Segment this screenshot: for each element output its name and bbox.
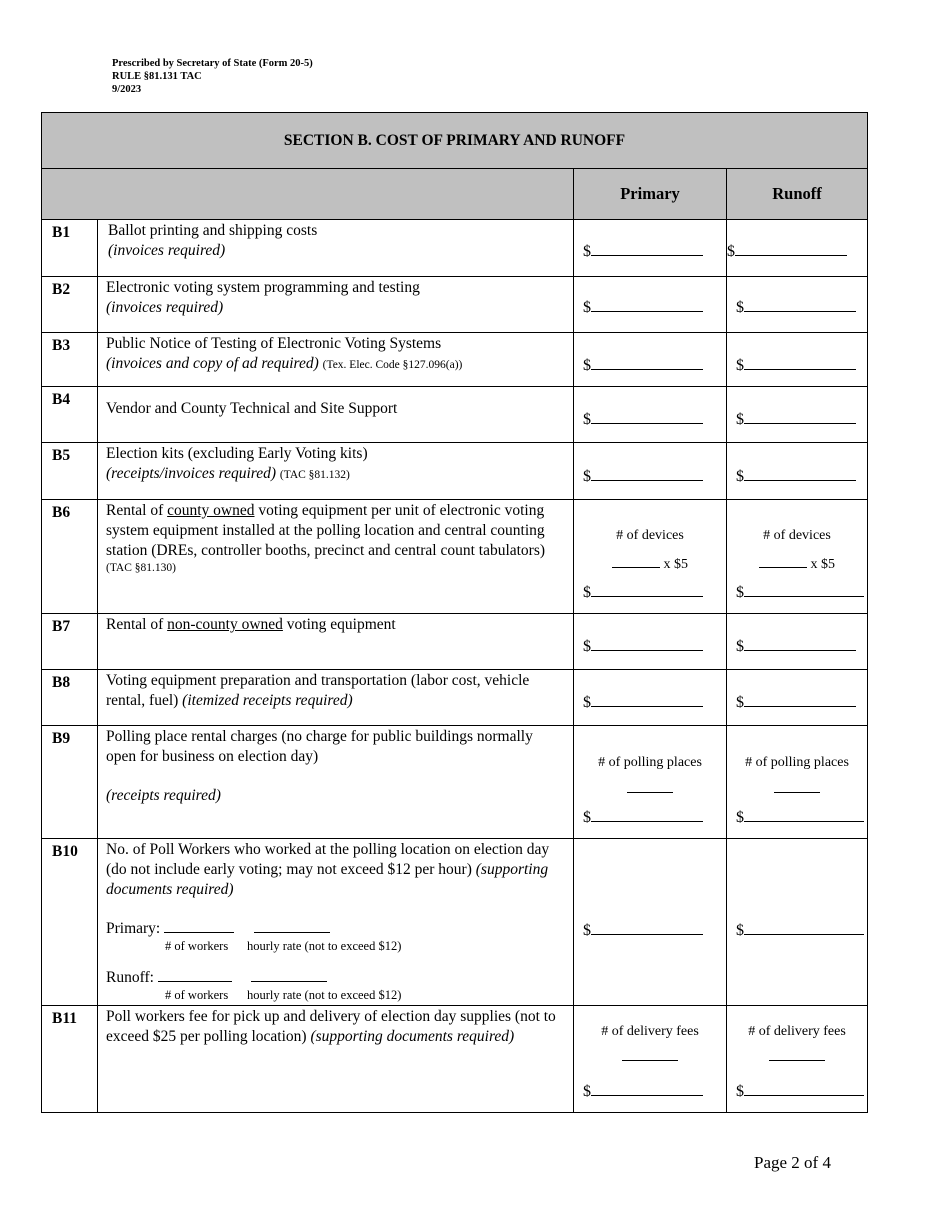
row-code: B11 (42, 1006, 98, 1113)
dollar-sign: $ (736, 299, 744, 316)
description-text: Electronic voting system programming and testing (106, 279, 420, 296)
description-text: Voting equipment preparation and transportation (labor cost, vehicle rental, fuel) (106, 672, 530, 709)
runoff-amount-field[interactable] (744, 919, 864, 935)
primary-amount-cell (574, 220, 727, 277)
description-text: Vendor and County Technical and Site Support (106, 400, 398, 417)
form-header (112, 57, 313, 96)
dollar-sign: $ (583, 809, 591, 826)
runoff-amount-field[interactable] (744, 354, 856, 370)
runoff-amount-field[interactable] (735, 240, 847, 256)
dollar-sign: $ (736, 411, 744, 428)
runoff-polling-places-field[interactable] (774, 778, 820, 793)
runoff-amount-field[interactable] (744, 465, 856, 481)
primary-amount-field[interactable] (591, 919, 703, 935)
primary-amount-cell (574, 500, 727, 614)
delivery-fees-label: # of delivery fees (601, 1024, 699, 1039)
required-note: (receipts/invoices required) (106, 465, 277, 482)
primary-polling-places-field[interactable] (627, 778, 673, 793)
primary-amount-cell (574, 443, 727, 500)
polling-places-label: # of polling places (598, 755, 702, 770)
hourly-rate-caption: hourly rate (not to exceed $12) (246, 939, 402, 953)
row-b5 (42, 443, 868, 500)
runoff-amount-cell (727, 333, 868, 387)
dollar-sign: $ (583, 638, 591, 655)
row-code: B4 (42, 387, 98, 443)
runoff-hourly-rate-field[interactable] (251, 967, 327, 982)
row-code: B2 (42, 277, 98, 333)
workers-caption: # of workers (165, 988, 229, 1002)
runoff-devices-field[interactable] (759, 553, 807, 568)
page-number: Page 2 of 4 (754, 1153, 831, 1172)
primary-amount-cell (574, 670, 727, 726)
description-text: Poll workers fee for pick up and delivery of election day supplies (not to exceed $25 per polling location) (106, 1008, 556, 1045)
runoff-amount-cell (727, 670, 868, 726)
primary-amount-cell (574, 333, 727, 387)
runoff-amount-field[interactable] (744, 1080, 864, 1096)
runoff-amount-field[interactable] (744, 581, 864, 597)
dollar-sign: $ (583, 922, 591, 939)
legal-reference: (TAC §81.130) (106, 562, 176, 574)
primary-devices-field[interactable] (612, 553, 660, 568)
required-note: (receipts required) (106, 787, 221, 804)
revision-date: 9/2023 (112, 84, 142, 95)
runoff-amount-field[interactable] (744, 691, 856, 707)
row-description (98, 387, 574, 443)
row-code: B1 (42, 220, 98, 277)
delivery-fees-label: # of delivery fees (748, 1024, 846, 1039)
row-b1 (42, 220, 868, 277)
row-code: B10 (42, 839, 98, 1006)
runoff-amount-field[interactable] (744, 635, 856, 651)
row-description (98, 277, 574, 333)
primary-workers-count-field[interactable] (164, 918, 234, 933)
required-note: (invoices required) (106, 299, 224, 316)
runoff-amount-cell (727, 443, 868, 500)
dollar-sign: $ (583, 584, 591, 601)
primary-workers-label: Primary: (106, 920, 161, 937)
dollar-sign: $ (736, 357, 744, 374)
row-description: Rental of county owned voting equipment per unit of electronic voting system equipment installed at the polling location and central counting station (DREs, controller booths, precinct and central count tabulators) (TAC §81.130) (98, 500, 574, 614)
prescribed-by-text: Prescribed by Secretary of State (Form 20-5) (112, 58, 313, 69)
row-code: B5 (42, 443, 98, 500)
primary-delivery-fees-field[interactable] (622, 1046, 678, 1061)
description-text: Polling place rental charges (no charge for public buildings normally open for business on election day) (106, 728, 533, 765)
primary-amount-cell (574, 387, 727, 443)
runoff-amount-cell (727, 1006, 868, 1113)
runoff-amount-cell (727, 277, 868, 333)
primary-amount-field[interactable] (591, 806, 703, 822)
column-header-blank (42, 169, 574, 220)
required-note: (supporting documents required) (106, 861, 549, 898)
primary-amount-cell (574, 839, 727, 1006)
legal-reference: (Tex. Elec. Code §127.096(a)) (322, 359, 463, 371)
runoff-amount-cell (727, 387, 868, 443)
dollar-sign: $ (736, 584, 744, 601)
runoff-amount-field[interactable] (744, 296, 856, 312)
county-owned-emphasis: county owned (167, 502, 255, 519)
dollar-sign: $ (583, 694, 591, 711)
primary-amount-cell (574, 1006, 727, 1113)
legal-reference: (TAC §81.132) (279, 469, 350, 481)
column-header-row (42, 169, 868, 220)
runoff-amount-cell (727, 614, 868, 670)
dollar-sign: $ (736, 638, 744, 655)
row-b2 (42, 277, 868, 333)
dollar-sign: $ (583, 299, 591, 316)
description-text: Public Notice of Testing of Electronic Voting Systems (106, 335, 442, 352)
row-code: B7 (42, 614, 98, 670)
devices-rate-line: x $5 (574, 553, 726, 575)
dollar-sign: $ (727, 243, 735, 260)
required-note: (invoices and copy of ad required) (106, 355, 319, 372)
row-code: B9 (42, 726, 98, 839)
primary-amount-cell (574, 726, 727, 839)
runoff-amount-field[interactable] (744, 408, 856, 424)
primary-amount-field[interactable] (591, 408, 703, 424)
row-b7 (42, 614, 868, 670)
runoff-delivery-fees-field[interactable] (769, 1046, 825, 1061)
primary-amount-field[interactable] (591, 1080, 703, 1096)
row-description: Rental of non-county owned voting equipment (98, 614, 574, 670)
primary-amount-field[interactable] (591, 296, 703, 312)
primary-amount-field[interactable] (591, 635, 703, 651)
row-description (98, 220, 574, 277)
row-description (98, 443, 574, 500)
runoff-workers-label: Runoff: (106, 969, 154, 986)
primary-column-header: Primary (574, 169, 727, 220)
primary-hourly-rate-field[interactable] (254, 918, 330, 933)
row-description (98, 1006, 574, 1113)
primary-amount-field[interactable] (591, 465, 703, 481)
dollar-sign: $ (736, 922, 744, 939)
required-note: (invoices required) (108, 242, 226, 259)
dollar-sign: $ (736, 468, 744, 485)
description-text: Ballot printing and shipping costs (108, 222, 318, 239)
devices-label: # of devices (763, 528, 831, 543)
runoff-amount-cell (727, 220, 868, 277)
row-description (98, 726, 574, 839)
runoff-workers-block (106, 967, 565, 1002)
row-code: B3 (42, 333, 98, 387)
row-b11 (42, 1006, 868, 1113)
cost-table (41, 112, 868, 1113)
workers-caption: # of workers (165, 939, 229, 953)
dollar-sign: $ (736, 1083, 744, 1100)
primary-amount-field[interactable] (591, 581, 703, 597)
dollar-sign: $ (583, 357, 591, 374)
runoff-column-header: Runoff (727, 169, 868, 220)
row-code: B6 (42, 500, 98, 614)
primary-amount-field[interactable] (591, 691, 703, 707)
row-b10 (42, 839, 868, 1006)
primary-amount-field[interactable] (591, 240, 703, 256)
row-b4 (42, 387, 868, 443)
devices-rate-line: x $5 (727, 553, 867, 575)
required-note: (itemized receipts required) (182, 692, 353, 709)
description-text: No. of Poll Workers who worked at the polling location on election day (do not include early voting; may not exceed $12 per hour) (106, 841, 550, 878)
runoff-amount-cell (727, 839, 868, 1006)
row-description (98, 670, 574, 726)
description-text: Election kits (excluding Early Voting kits) (106, 445, 368, 462)
row-b3 (42, 333, 868, 387)
row-b9 (42, 726, 868, 839)
non-county-owned-emphasis: non-county owned (167, 616, 283, 633)
section-title: SECTION B. COST OF PRIMARY AND RUNOFF (42, 113, 868, 169)
hourly-rate-caption: hourly rate (not to exceed $12) (246, 988, 402, 1002)
required-note: (supporting documents required) (310, 1028, 515, 1045)
runoff-amount-field[interactable] (744, 806, 864, 822)
devices-label: # of devices (616, 528, 684, 543)
dollar-sign: $ (736, 694, 744, 711)
dollar-sign: $ (583, 411, 591, 428)
dollar-sign: $ (583, 243, 591, 260)
row-b6 (42, 500, 868, 614)
row-description (98, 333, 574, 387)
primary-amount-field[interactable] (591, 354, 703, 370)
dollar-sign: $ (583, 468, 591, 485)
row-b8 (42, 670, 868, 726)
dollar-sign: $ (736, 809, 744, 826)
row-description (98, 839, 574, 1006)
primary-amount-cell (574, 277, 727, 333)
primary-amount-cell (574, 614, 727, 670)
row-code: B8 (42, 670, 98, 726)
dollar-sign: $ (583, 1083, 591, 1100)
polling-places-label: # of polling places (745, 755, 849, 770)
rule-text: RULE §81.131 TAC (112, 71, 202, 82)
runoff-workers-count-field[interactable] (158, 967, 232, 982)
primary-workers-block (106, 918, 565, 953)
section-title-row (42, 113, 868, 169)
runoff-amount-cell (727, 726, 868, 839)
runoff-amount-cell (727, 500, 868, 614)
